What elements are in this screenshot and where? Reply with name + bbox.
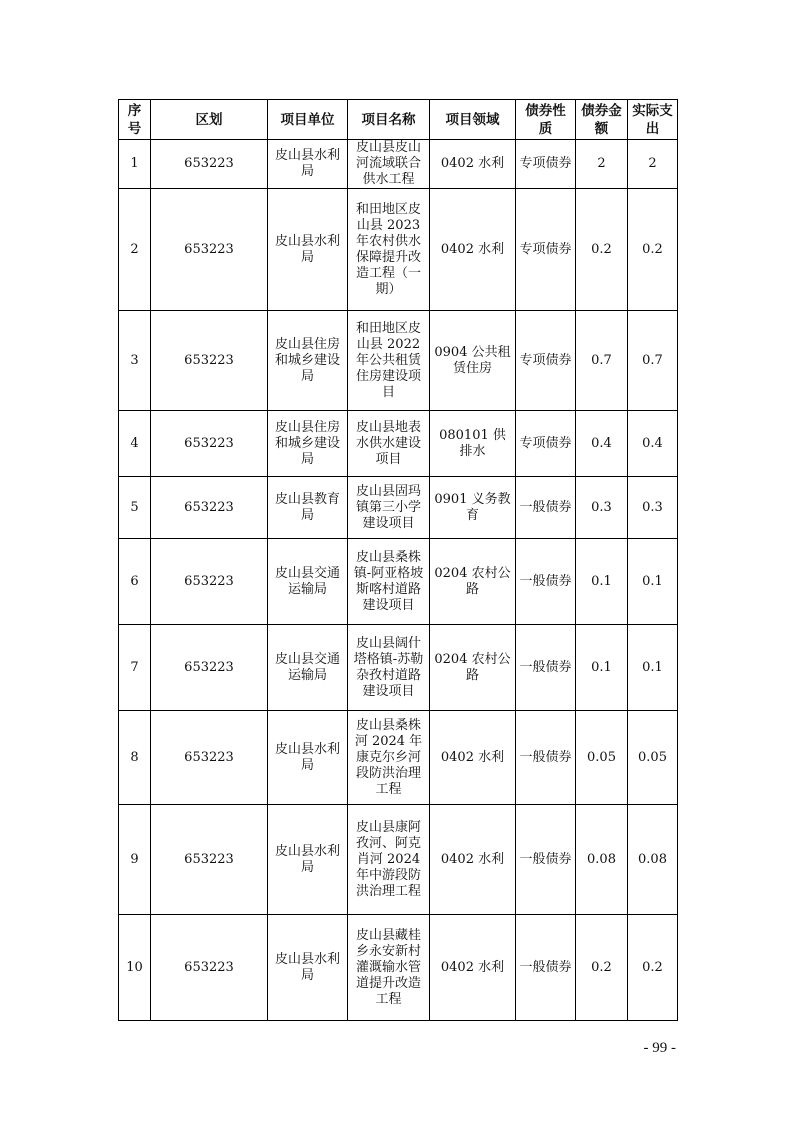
table-row [119,711,678,805]
cell-name: 皮山县固玛镇第三小学建设项目 [348,477,430,539]
table-row [119,805,678,915]
cell-unit: 皮山县水利局 [268,189,348,311]
cell-actual: 0.3 [628,477,678,539]
cell-name: 和田地区皮山县 2023 年农村供水保障提升改造工程（一期） [348,189,430,311]
cell-no: 8 [119,711,151,805]
cell-type: 一般债券 [516,915,576,1021]
cell-region: 653223 [151,189,268,311]
cell-actual: 0.05 [628,711,678,805]
cell-unit: 皮山县住房和城乡建设局 [268,411,348,477]
cell-actual: 0.7 [628,311,678,411]
bond-table [118,99,678,1021]
cell-amount: 2 [576,140,628,189]
header-field: 项目领域 [430,100,516,140]
cell-unit: 皮山县水利局 [268,805,348,915]
header-unit: 项目单位 [268,100,348,140]
cell-name: 皮山县阔什塔格镇-苏勒杂孜村道路建设项目 [348,625,430,711]
cell-amount: 0.08 [576,805,628,915]
cell-amount: 0.2 [576,915,628,1021]
cell-actual: 0.1 [628,625,678,711]
cell-type: 一般债券 [516,711,576,805]
cell-name: 皮山县桑株镇-阿亚格坡斯喀村道路建设项目 [348,539,430,625]
cell-amount: 0.4 [576,411,628,477]
cell-amount: 0.7 [576,311,628,411]
cell-field: 080101 供排水 [430,411,516,477]
cell-no: 2 [119,189,151,311]
header-row [119,100,678,140]
cell-type: 一般债券 [516,805,576,915]
cell-amount: 0.1 [576,539,628,625]
cell-type: 专项债券 [516,189,576,311]
cell-field: 0204 农村公路 [430,539,516,625]
cell-field: 0901 义务教育 [430,477,516,539]
table-row [119,477,678,539]
cell-unit: 皮山县交通运输局 [268,539,348,625]
cell-region: 653223 [151,140,268,189]
header-no: 序号 [119,100,151,140]
cell-unit: 皮山县水利局 [268,711,348,805]
cell-field: 0204 农村公路 [430,625,516,711]
cell-amount: 0.3 [576,477,628,539]
table-row [119,411,678,477]
cell-region: 653223 [151,411,268,477]
table-row [119,311,678,411]
cell-actual: 0.08 [628,805,678,915]
table-row [119,625,678,711]
table-row [119,189,678,311]
cell-region: 653223 [151,915,268,1021]
cell-no: 5 [119,477,151,539]
cell-field: 0402 水利 [430,140,516,189]
cell-field: 0402 水利 [430,711,516,805]
cell-no: 10 [119,915,151,1021]
cell-amount: 0.05 [576,711,628,805]
cell-region: 653223 [151,711,268,805]
cell-actual: 0.1 [628,539,678,625]
header-region: 区划 [151,100,268,140]
cell-region: 653223 [151,805,268,915]
cell-region: 653223 [151,477,268,539]
cell-unit: 皮山县交通运输局 [268,625,348,711]
cell-actual: 0.2 [628,915,678,1021]
header-name: 项目名称 [348,100,430,140]
cell-no: 1 [119,140,151,189]
cell-region: 653223 [151,539,268,625]
cell-actual: 0.2 [628,189,678,311]
cell-type: 一般债券 [516,625,576,711]
cell-name: 皮山县康阿孜河、阿克肖河 2024 年中游段防洪治理工程 [348,805,430,915]
table-row [119,915,678,1021]
cell-field: 0402 水利 [430,915,516,1021]
cell-type: 专项债券 [516,411,576,477]
cell-type: 专项债券 [516,311,576,411]
table-row [119,140,678,189]
cell-name: 和田地区皮山县 2022 年公共租赁住房建设项目 [348,311,430,411]
cell-no: 7 [119,625,151,711]
cell-unit: 皮山县水利局 [268,140,348,189]
cell-amount: 0.1 [576,625,628,711]
header-actual: 实际支出 [628,100,678,140]
cell-no: 9 [119,805,151,915]
cell-unit: 皮山县水利局 [268,915,348,1021]
cell-name: 皮山县皮山河流域联合供水工程 [348,140,430,189]
cell-name: 皮山县藏桂乡永安新村灌溉输水管道提升改造工程 [348,915,430,1021]
cell-field: 0402 水利 [430,805,516,915]
cell-type: 一般债券 [516,539,576,625]
cell-no: 6 [119,539,151,625]
cell-field: 0402 水利 [430,189,516,311]
cell-unit: 皮山县教育局 [268,477,348,539]
cell-actual: 0.4 [628,411,678,477]
header-amount: 债券金额 [576,100,628,140]
cell-amount: 0.2 [576,189,628,311]
header-type: 债券性质 [516,100,576,140]
cell-unit: 皮山县住房和城乡建设局 [268,311,348,411]
cell-type: 专项债券 [516,140,576,189]
cell-actual: 2 [628,140,678,189]
cell-name: 皮山县地表水供水建设项目 [348,411,430,477]
page-number: - 99 - [643,1040,676,1056]
cell-region: 653223 [151,311,268,411]
cell-no: 4 [119,411,151,477]
cell-field: 0904 公共租赁住房 [430,311,516,411]
cell-no: 3 [119,311,151,411]
table-row [119,539,678,625]
cell-region: 653223 [151,625,268,711]
cell-name: 皮山县桑株河 2024 年康克尔乡河段防洪治理工程 [348,711,430,805]
cell-type: 一般债券 [516,477,576,539]
